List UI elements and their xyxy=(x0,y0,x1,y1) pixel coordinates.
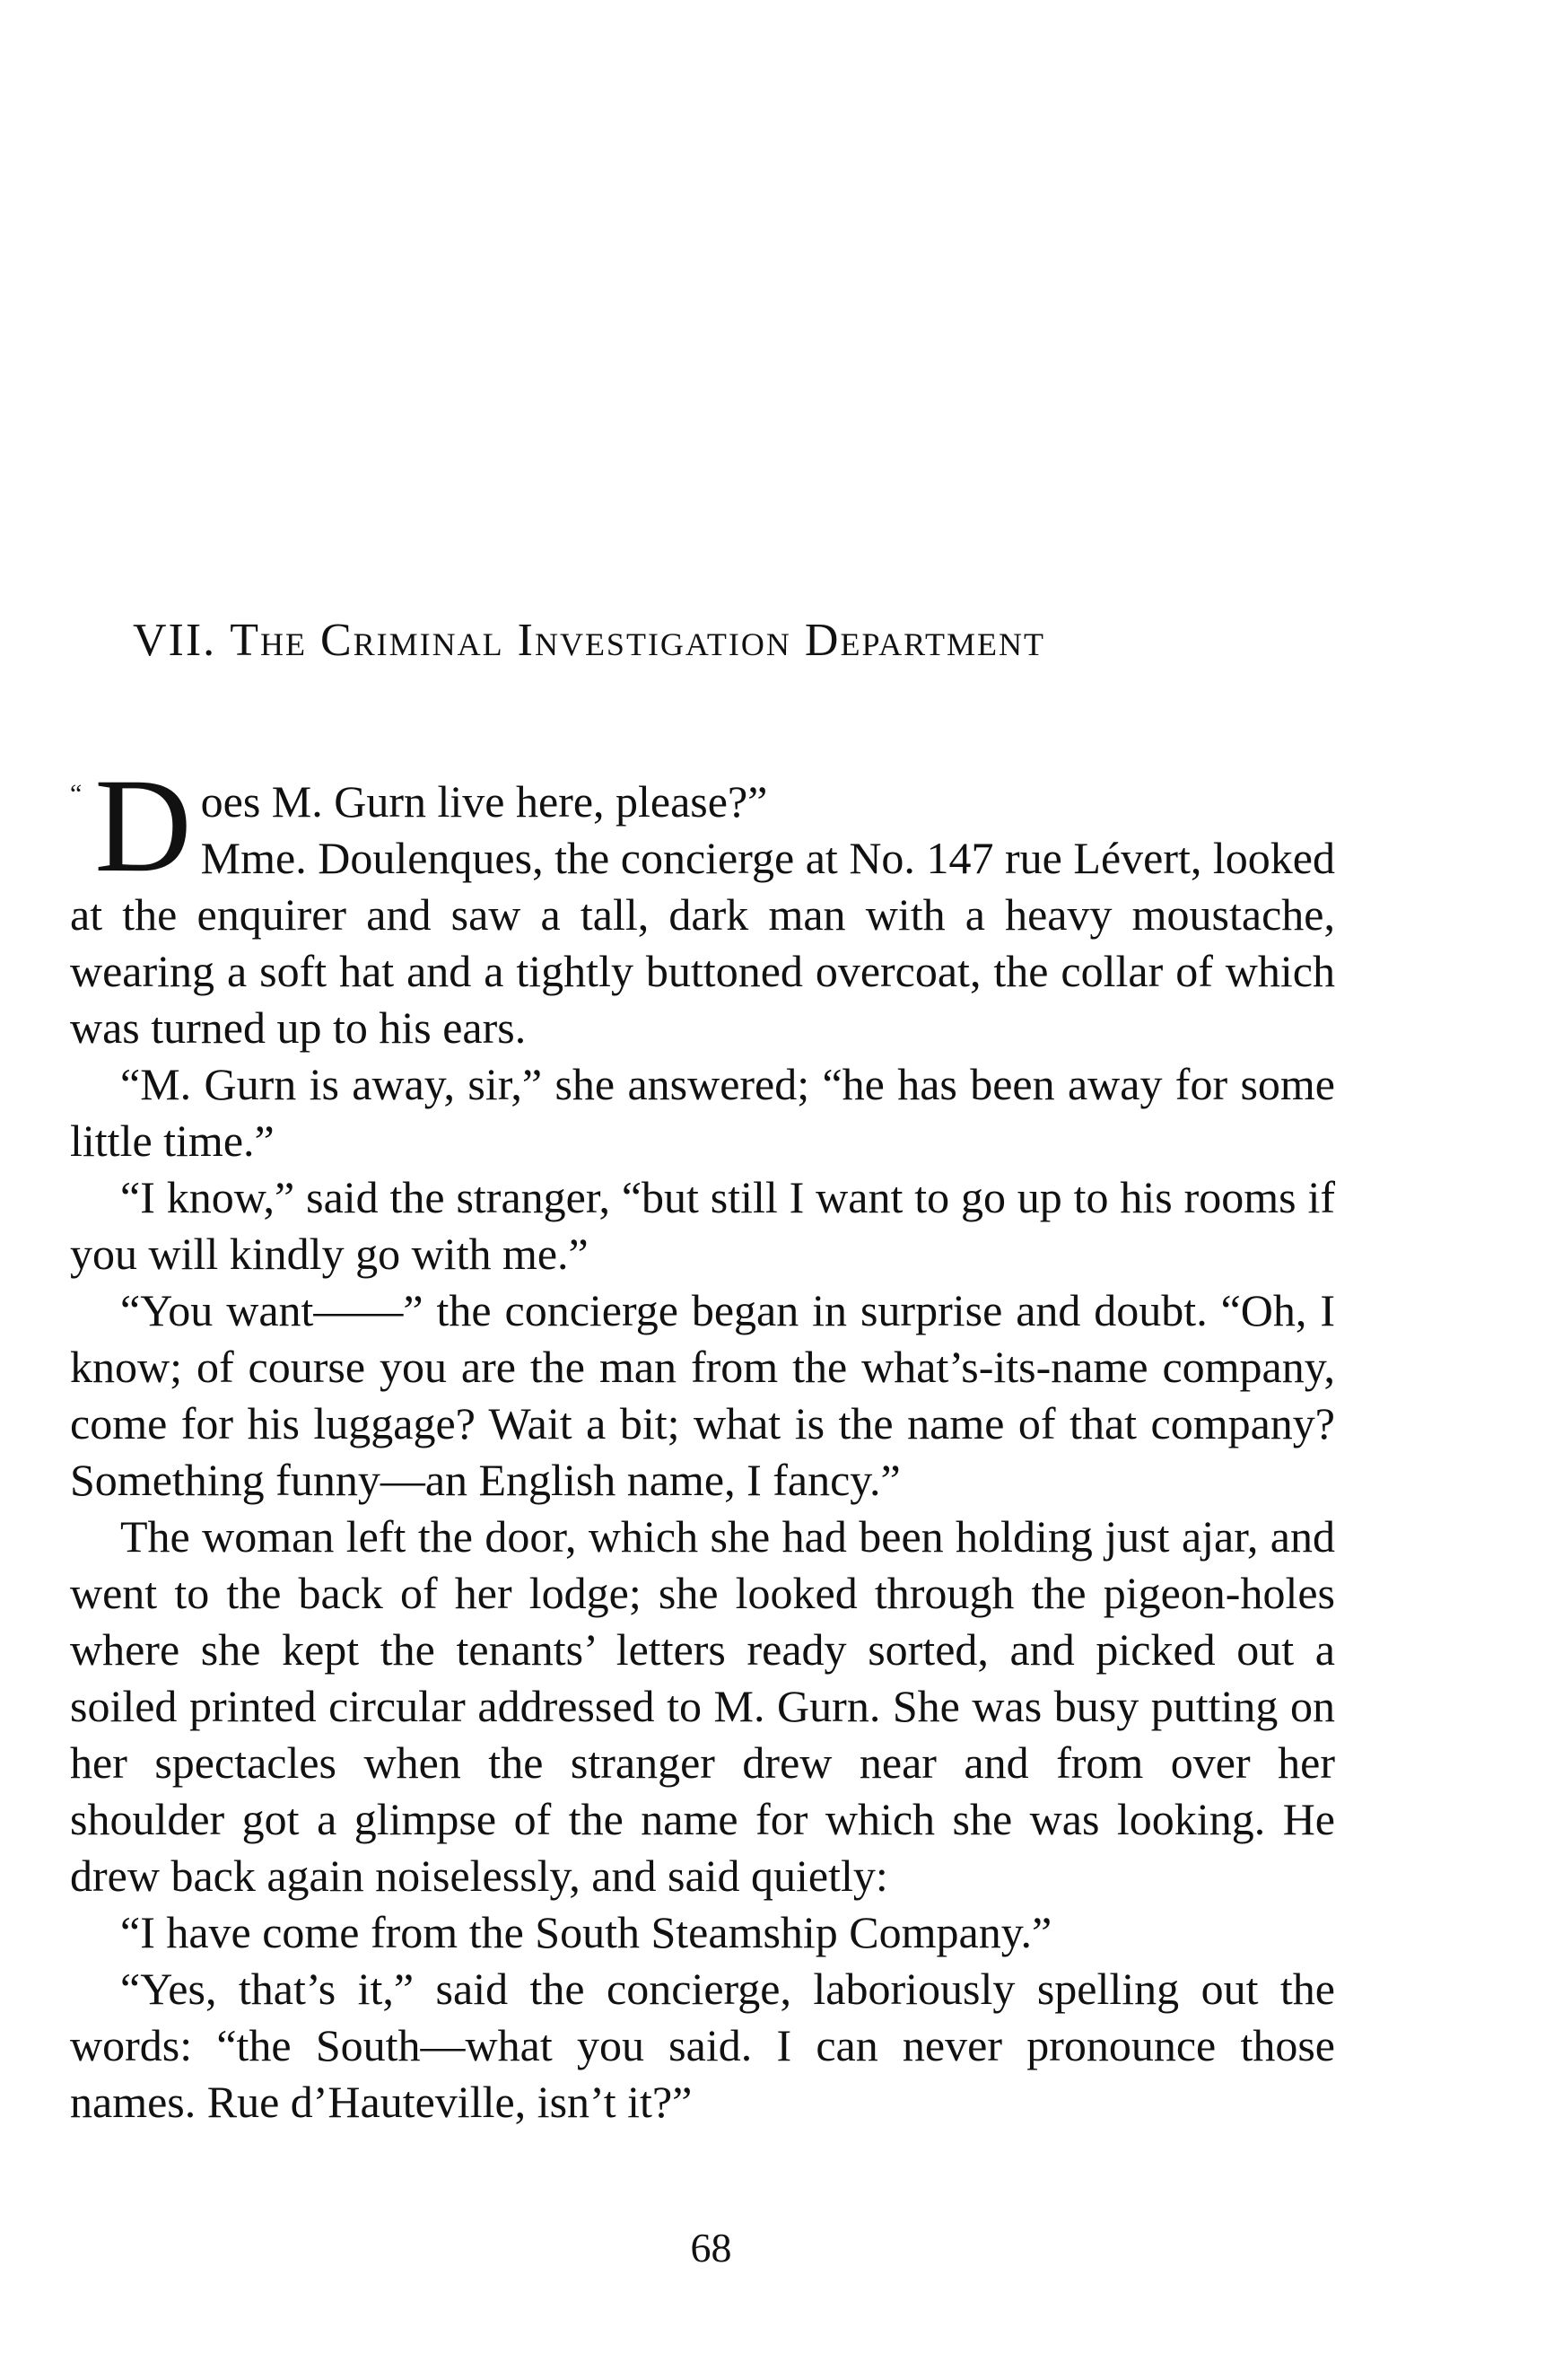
paragraph: “I know,” said the stranger, “but still I want to go up to his rooms if you will kindly go with me.” xyxy=(70,1172,1335,1279)
drop-cap-letter: D xyxy=(94,751,192,900)
chapter-title xyxy=(133,617,1425,664)
chapter-title-word: Department xyxy=(804,615,1046,666)
drop-cap-quote: “ xyxy=(70,779,83,809)
chapter-title-word: The xyxy=(230,615,307,666)
chapter-numeral: VII. xyxy=(133,615,217,666)
opening-line: oes M. Gurn live here, please?” xyxy=(200,776,768,827)
paragraph: “You want——” the concierge began in surprise and doubt. “Oh, I know; of course you are the man from the what’s-its-name company, come for his luggage? Wait a bit; what is the name of that company? Something funny—an English name, I fancy.” xyxy=(70,1285,1335,1505)
paragraph: “M. Gurn is away, sir,” she answered; “he has been away for some little time.” xyxy=(70,1059,1335,1166)
paragraph: “I have come from the South Steamship Company.” xyxy=(120,1907,1052,1957)
page-number: 68 xyxy=(690,2225,732,2271)
paragraph: The woman left the door, which she had been holding just ajar, and went to the back of her lodge; she looked through the pigeon-holes where she kept the tenants’ letters ready sorted, and picked out a soiled printed circular addressed to M. Gurn. She was busy putting on her spectacles when the stranger drew near and from over her shoulder got a glimpse of the name for which she was looking. He drew back again noiselessly, and said quietly: xyxy=(70,1511,1335,1901)
opening-paragraph xyxy=(70,751,1335,1056)
chapter-title-word: Criminal xyxy=(319,615,504,666)
paragraph: “Yes, that’s it,” said the concierge, laboriously spelling out the words: “the South—what you said. I can never pronounce those names. Rue d’Hauteville, isn’t it?” xyxy=(70,1964,1335,2127)
drop-cap-group xyxy=(70,751,192,900)
paragraph: Mme. Doulenques, the concierge at No. 147 rue Lévert, looked at the enquirer and saw a tall, dark man with a heavy moustache, wearing a soft hat and a tightly buttoned overcoat, the collar of which was turned up to his ears. xyxy=(70,833,1335,1053)
body-text xyxy=(70,751,1335,2131)
chapter-title-word: Investigation xyxy=(517,615,791,666)
